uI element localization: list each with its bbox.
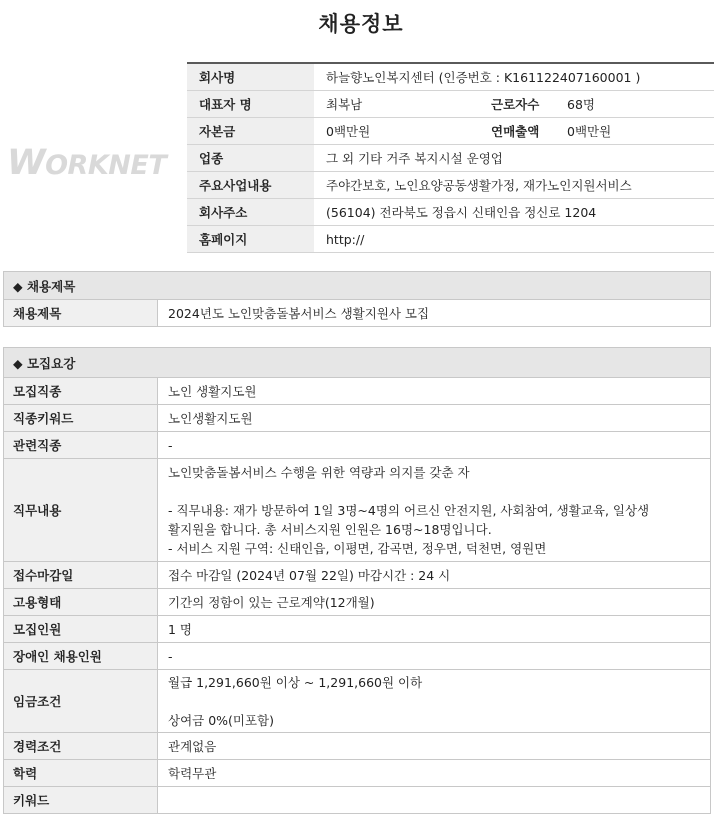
company-row-industry — [187, 145, 714, 172]
related-job-value: - — [158, 432, 711, 459]
industry-value: 그 외 기타 거주 복지시설 운영업 — [314, 145, 714, 172]
employment-type-value: 기간의 정함이 있는 근로계약(12개월) — [158, 589, 711, 616]
revenue-label: 연매출액 — [483, 118, 555, 145]
company-row-name — [187, 63, 714, 91]
company-name-value: 하늘향노인복지센터 (인증번호 : K161122407160001 ) — [314, 63, 714, 91]
company-row-homepage — [187, 226, 714, 253]
deadline-label: 접수마감일 — [4, 562, 158, 589]
section-header-title: ◆ 채용제목 — [4, 272, 711, 300]
worknet-logo: WORKNET — [7, 143, 167, 183]
ceo-value: 최복남 — [314, 91, 483, 118]
business-label: 주요사업내용 — [187, 172, 314, 199]
wage-line-1: 월급 1,291,660원 이상 ~ 1,291,660원 이하 — [168, 674, 423, 690]
job-value: 노인 생활지도원 — [158, 378, 711, 405]
duty-line-2: - 직무내용: 재가 방문하여 1일 3명~4명의 어르신 안전지원, 사회참여, 생활교육, 일상생 — [168, 502, 650, 518]
headcount-label: 모집인원 — [4, 616, 158, 643]
wage-value — [158, 670, 711, 733]
disabled-hire-value: - — [158, 643, 711, 670]
related-job-label: 관련직종 — [4, 432, 158, 459]
wage-label: 임금조건 — [4, 670, 158, 733]
recruit-requirements-section — [3, 347, 711, 814]
education-label: 학력 — [4, 760, 158, 787]
duty-line-4: - 서비스 지원 구역: 신태인읍, 이평면, 감곡면, 정우면, 덕천면, 영원면 — [168, 540, 547, 556]
company-row-capital — [187, 118, 714, 145]
job-keyword-value: 노인생활지도원 — [158, 405, 711, 432]
capital-label: 자본금 — [187, 118, 314, 145]
career-label: 경력조건 — [4, 733, 158, 760]
homepage-link[interactable]: http:// — [314, 226, 714, 253]
duty-line-3: 활지원을 합니다. 총 서비스지원 인원은 16명~18명입니다. — [168, 521, 492, 537]
homepage-label: 홈페이지 — [187, 226, 314, 253]
keyword-label: 키워드 — [4, 787, 158, 814]
career-value: 관계없음 — [158, 733, 711, 760]
company-name-label: 회사명 — [187, 63, 314, 91]
wage-line-2: 상여금 0%(미포함) — [168, 712, 275, 728]
duty-line-1: 노인맞춤돌봄서비스 수행을 위한 역량과 의지를 갖춘 자 — [168, 464, 470, 480]
page-title: 채용정보 — [318, 12, 404, 36]
job-label: 모집직종 — [4, 378, 158, 405]
company-info-table — [187, 62, 714, 253]
employees-label: 근로자수 — [483, 91, 555, 118]
duty-label: 직무내용 — [4, 459, 158, 562]
employment-type-label: 고용형태 — [4, 589, 158, 616]
company-row-ceo — [187, 91, 714, 118]
recruit-title-value: 2024년도 노인맞춤돌봄서비스 생활지원사 모집 — [158, 300, 711, 327]
headcount-value: 1 명 — [158, 616, 711, 643]
business-value: 주야간보호, 노인요양공동생활가정, 재가노인지원서비스 — [314, 172, 714, 199]
recruit-title-section — [3, 271, 711, 327]
capital-value: 0백만원 — [314, 118, 483, 145]
industry-label: 업종 — [187, 145, 314, 172]
company-row-address — [187, 199, 714, 226]
revenue-value: 0백만원 — [555, 118, 714, 145]
education-value: 학력무관 — [158, 760, 711, 787]
deadline-value: 접수 마감일 (2024년 07월 22일) 마감시간 : 24 시 — [158, 562, 711, 589]
address-value: (56104) 전라북도 정읍시 신태인읍 정신로 1204 — [314, 199, 714, 226]
duty-value — [158, 459, 711, 562]
company-row-business — [187, 172, 714, 199]
job-keyword-label: 직종키워드 — [4, 405, 158, 432]
ceo-label: 대표자 명 — [187, 91, 314, 118]
keyword-value — [158, 787, 711, 814]
employees-value: 68명 — [555, 91, 714, 118]
disabled-hire-label: 장애인 채용인원 — [4, 643, 158, 670]
address-label: 회사주소 — [187, 199, 314, 226]
section-header-requirements: ◆ 모집요강 — [4, 348, 711, 378]
recruit-title-label: 채용제목 — [4, 300, 158, 327]
